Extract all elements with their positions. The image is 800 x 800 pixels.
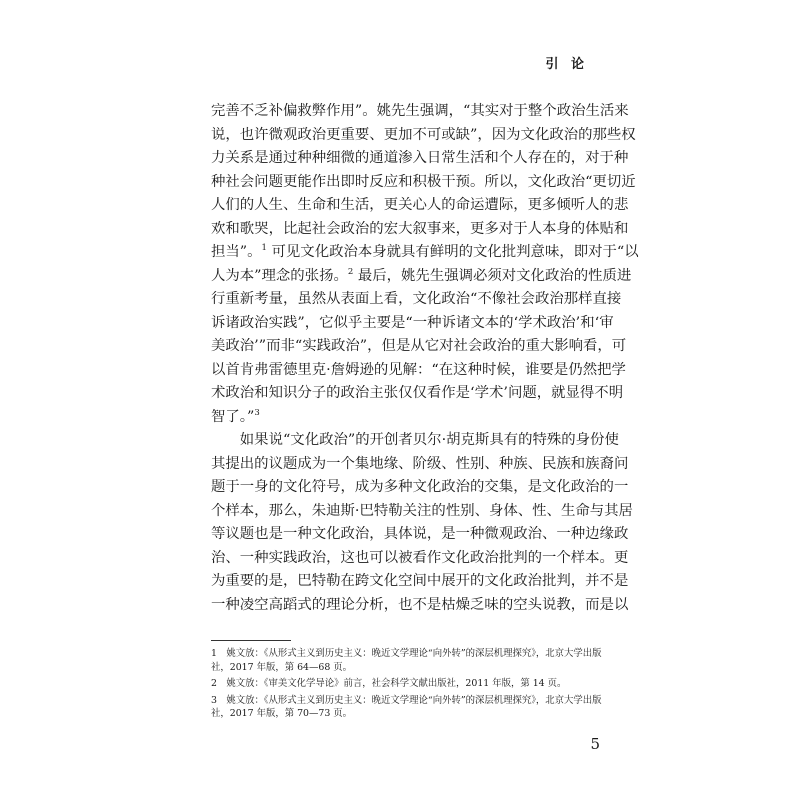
footnote-line: 3 姚文放：《从形式主义到历史主义：晚近文学理论“向外转”的深层机理探究》，北京大学出版 bbox=[211, 694, 602, 706]
body-line-text: 人为本”理念的张扬。 bbox=[211, 267, 348, 284]
footnote-marker[interactable]: 3 bbox=[254, 407, 260, 418]
body-line bbox=[211, 359, 626, 383]
body-line bbox=[211, 570, 629, 594]
body-line bbox=[211, 500, 633, 524]
body-line bbox=[211, 523, 629, 547]
footnote bbox=[211, 677, 601, 691]
body-text bbox=[211, 100, 639, 617]
footnote-divider bbox=[211, 640, 291, 641]
body-line bbox=[211, 218, 629, 242]
body-line-text: 如果说“文化政治”的开创者贝尔·胡克斯具有的特殊的身份使 bbox=[211, 432, 619, 448]
body-line bbox=[211, 124, 636, 148]
body-line-text: 一种凌空高蹈式的理论分析，也不是枯燥乏味的空头说教，而是以 bbox=[211, 596, 629, 613]
footnote-line: 1 姚文放：《从形式主义到历史主义：晚近文学理论“向外转”的深层机理探究》，北京大学出版 bbox=[211, 648, 602, 659]
body-line-text-cont: 可见文化政治本身就具有鲜明的文化批判意味，即对于“以 bbox=[266, 244, 639, 260]
body-line bbox=[211, 312, 614, 336]
footnote-marker[interactable]: 2 bbox=[347, 266, 354, 277]
body-line-text: 为重要的是，巴特勒在跨文化空间中展开的文化政治批判，并不是 bbox=[211, 573, 629, 589]
running-head: 引 论 bbox=[545, 57, 588, 72]
body-line bbox=[211, 476, 629, 500]
body-line-text: 以首肯弗雷德里克·詹姆逊的见解：“在这种时候，谁要是仍然把学 bbox=[211, 361, 626, 378]
body-line-text: 力关系是通过种种细微的通道渗入日常生活和个人存在的，对于种 bbox=[211, 150, 629, 166]
body-line-text: 说，也许微观政治更重要、更加不可或缺”，因为文化政治的那些权 bbox=[211, 126, 636, 143]
body-line-text: 个样本，那么，朱迪斯·巴特勒关注的性别、身体、性、生命与其居 bbox=[211, 502, 633, 519]
body-line bbox=[211, 194, 629, 218]
footnote-line: 社，2017 年版，第 70—73 页。 bbox=[211, 708, 353, 719]
body-line-text: 智了。” bbox=[211, 408, 255, 425]
body-line bbox=[211, 100, 629, 124]
body-line-text: 术政治和知识分子的政治主张仅仅看作是‘学术’问题，就显得不明 bbox=[211, 385, 624, 401]
footnote-line: 社，2017 年版，第 64—68 页。 bbox=[211, 661, 353, 673]
body-line bbox=[211, 241, 639, 265]
body-line bbox=[211, 453, 629, 477]
body-line-text: 题于一身的文化符号，成为多种文化政治的交集，是文化政治的一 bbox=[211, 479, 629, 495]
body-line-text: 完善不乏补偏救弊作用”。姚先生强调，“其实对于整个政治生活来 bbox=[211, 103, 629, 119]
body-line-text: 美政治’”而非“实践政治”，但是从它对社会政治的重大影响看，可 bbox=[211, 338, 627, 354]
body-line bbox=[211, 594, 629, 618]
body-line-text: 种社会问题更能作出即时反应和积极干预。所以，文化政治“更切近 bbox=[211, 173, 636, 190]
body-line bbox=[211, 547, 629, 571]
body-line-text-cont: 最后，姚先生强调必须对文化政治的性质进 bbox=[353, 267, 632, 284]
body-line-text: 行重新考量，虽然从表面上看，文化政治“不像社会政治那样直接 bbox=[211, 291, 622, 307]
footnote-line: 2 姚文放：《审美文化学导论》前言，社会科学文献出版社，2011 年版，第 14 页。 bbox=[211, 678, 567, 689]
footnotes bbox=[211, 647, 601, 724]
body-line bbox=[211, 288, 622, 312]
footnote bbox=[211, 694, 601, 721]
body-line-text: 其提出的议题成为一个集地缘、阶级、性别、种族、民族和族裔问 bbox=[211, 455, 629, 472]
body-line bbox=[211, 335, 627, 359]
footnote-marker[interactable]: 1 bbox=[261, 243, 267, 254]
body-line bbox=[211, 429, 619, 453]
body-line-text: 欢和歌哭，比起社会政治的宏大叙事来，更多对于人本身的体贴和 bbox=[211, 220, 629, 237]
body-line-text: 担当”。 bbox=[211, 244, 262, 260]
body-line-text: 治、一种实践政治，这也可以被看作文化政治批判的一个样本。更 bbox=[211, 549, 629, 566]
body-line-text: 诉诸政治实践”，它似乎主要是“一种诉诸文本的‘学术政治’和‘审 bbox=[211, 314, 614, 331]
page-number: 5 bbox=[590, 735, 600, 753]
footnote bbox=[211, 647, 601, 674]
body-line bbox=[211, 171, 636, 195]
body-line bbox=[211, 265, 632, 289]
body-line bbox=[211, 382, 624, 406]
body-line-text: 等议题也是一种文化政治，具体说，是一种微观政治、一种边缘政 bbox=[211, 526, 629, 542]
body-line bbox=[211, 406, 601, 430]
body-line bbox=[211, 147, 629, 171]
body-line-text: 人们的人生、生命和生活，更关心人的命运遭际，更多倾听人的悲 bbox=[211, 197, 629, 213]
